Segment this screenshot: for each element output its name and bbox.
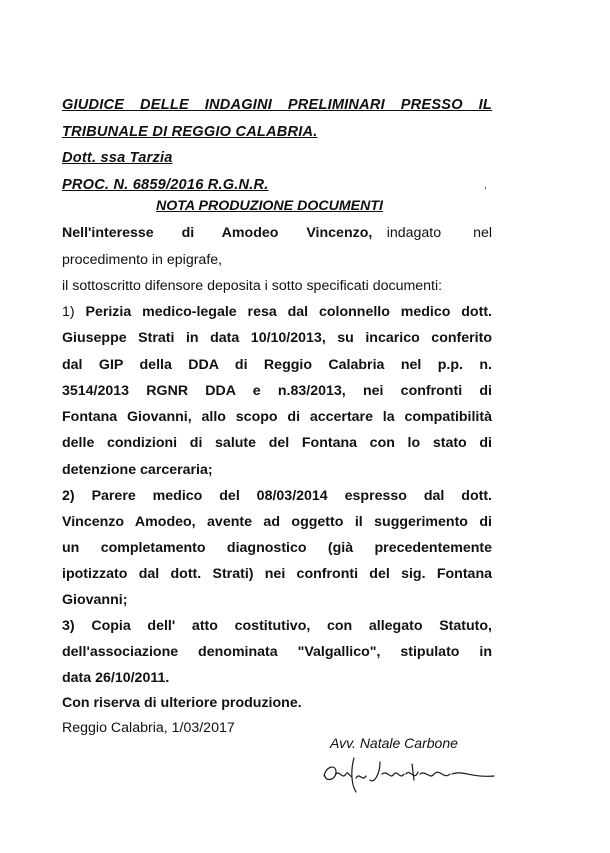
signatory-name: Avv. Natale Carbone: [330, 735, 458, 751]
intro-line-3: il sottoscritto difensore deposita i sotto specificati documenti:: [62, 278, 443, 294]
item1-number: 1): [62, 304, 75, 320]
intro-bold-text: Nell'interesse di Amodeo Vincenzo,: [62, 225, 373, 241]
intro-bold-part: [62, 225, 373, 241]
proceeding-number: PROC. N. 6859/2016 R.G.N.R.: [62, 177, 269, 193]
item1-line-1: [62, 304, 492, 320]
item1-text-1: Perizia medico-legale resa dal colonnello medico dott.: [85, 304, 492, 320]
item1-line-3: dal GIP della DDA di Reggio Calabria nel p.p. n.: [62, 357, 492, 373]
intro-line-2: procedimento in epigrafe,: [62, 252, 223, 268]
item2-number: 2): [62, 488, 75, 504]
item3-line-2: dell'associazione denominata "Valgallico", stipulato in: [62, 644, 492, 660]
reservation-note: Con riserva di ulteriore produzione.: [62, 695, 302, 711]
ink-speck: ,: [484, 180, 487, 191]
item1-line-7: detenzione carceraria;: [62, 462, 213, 478]
item2-line-4: ipotizzato dal dott. Strati) nei confronti del sig. Fontana: [62, 566, 492, 582]
item1-line-2: Giuseppe Strati in data 10/10/2013, su incarico conferito: [62, 330, 492, 346]
item1-line-5: Fontana Giovanni, allo scopo di accertare la compatibilità: [62, 409, 492, 425]
item2-text-1: Parere medico del 08/03/2014 espresso dal dott.: [91, 488, 492, 504]
item1-line-4: 3514/2013 RGNR DDA e n.83/2013, nei confronti di: [62, 383, 492, 399]
court-header-line-1: GIUDICE DELLE INDAGINI PRELIMINARI PRESSO IL: [62, 97, 492, 113]
document-title: NOTA PRODUZIONE DOCUMENTI: [156, 198, 383, 214]
item3-text-1: Copia dell' atto costitutivo, con allegato Statuto,: [91, 618, 493, 634]
item2-line-3: un completamento diagnostico (già precedentemente: [62, 540, 492, 556]
item2-line-5: Giovanni;: [62, 592, 128, 608]
intro-line-1: [62, 225, 492, 241]
handwritten-signature: [322, 752, 502, 794]
item3-line-3: data 26/10/2011.: [62, 670, 170, 686]
court-header-line-2: TRIBUNALE DI REGGIO CALABRIA.: [62, 124, 318, 140]
item2-line-2: Vincenzo Amodeo, avente ad oggetto il suggerimento di: [62, 514, 492, 530]
item3-line-1: [62, 618, 492, 634]
judge-name: Dott. ssa Tarzia: [62, 150, 173, 166]
intro-rest: indagato nel: [386, 225, 492, 241]
item1-line-6: delle condizioni di salute del Fontana con lo stato di: [62, 435, 492, 451]
item3-number: 3): [62, 618, 75, 634]
place-and-date: Reggio Calabria, 1/03/2017: [62, 720, 235, 736]
item2-line-1: [62, 488, 492, 504]
